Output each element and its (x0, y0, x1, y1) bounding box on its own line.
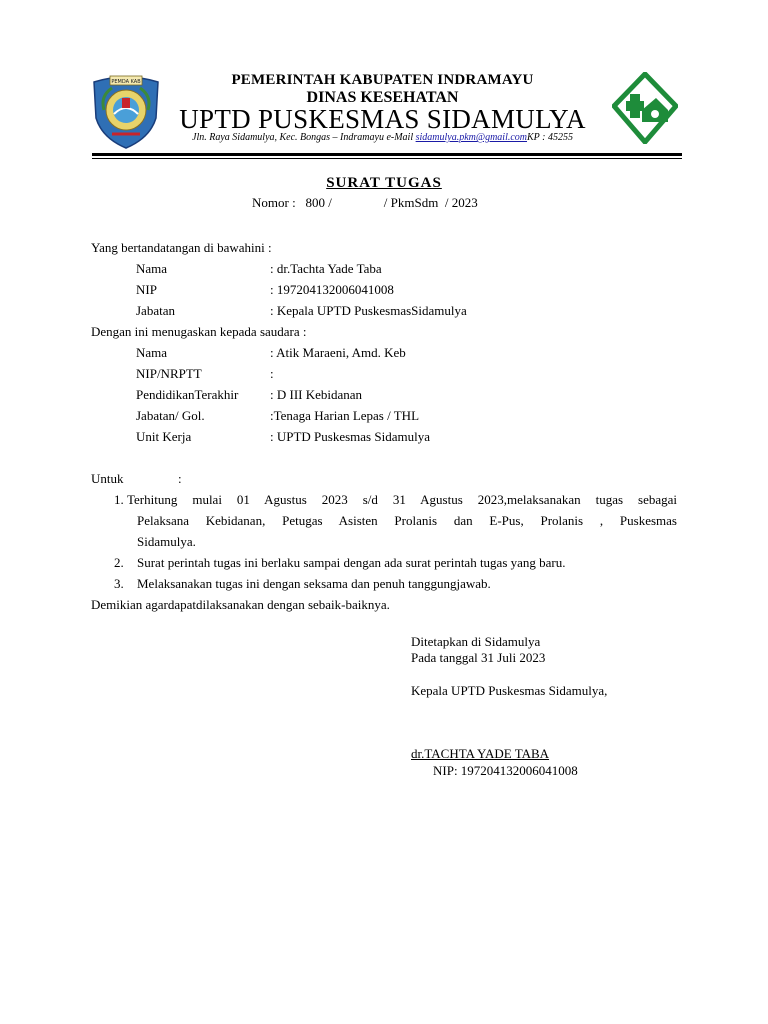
assignee-nip-label: NIP/NRPTT (136, 366, 202, 381)
intro-text: Yang bertandatangan di bawahini : (91, 240, 272, 255)
point-2-text: Surat perintah tugas ini berlaku sampai dengan ada surat perintah tugas yang baru. (137, 555, 566, 570)
puskesmas-logo (612, 72, 678, 144)
assignee-unit-label: Unit Kerja (136, 429, 192, 444)
document-title: SURAT TUGAS (326, 175, 442, 191)
sign-place: Ditetapkan di Sidamulya (411, 634, 541, 649)
signer-nip-value: : 197204132006041008 (270, 282, 394, 297)
assignee-nip-value: : (270, 366, 274, 381)
kop-email-link[interactable]: sidamulya.pkm@gmail.com (415, 132, 528, 143)
closing-text: Demikian agardapatdilaksanakan dengan sebaik-baiknya. (91, 597, 390, 612)
signer-nip-label: NIP (136, 282, 157, 297)
kop-agency: DINAS KESEHATAN (306, 89, 459, 106)
assign-intro-text: Dengan ini menugaskan kepada saudara : (91, 324, 307, 339)
untuk-label: Untuk (91, 471, 124, 486)
sign-date: Pada tanggal 31 Juli 2023 (411, 650, 546, 665)
point-3-text: Melaksanakan tugas ini dengan seksama dan penuh tanggungjawab. (137, 576, 491, 591)
signer-position-value: : Kepala UPTD PuskesmasSidamulya (270, 303, 467, 318)
assignee-name-value: : Atik Maraeni, Amd. Keb (270, 345, 406, 360)
signer-name-value: : dr.Tachta Yade Taba (270, 261, 382, 276)
document-number: Nomor : 800 / / PkmSdm / 2023 (252, 195, 478, 210)
kop-government: PEMERINTAH KABUPATEN INDRAMAYU (231, 72, 534, 88)
letterhead-divider-thin (92, 158, 682, 159)
point-1-line-3: Sidamulya. (137, 534, 196, 549)
sign-position: Kepala UPTD Puskesmas Sidamulya, (411, 683, 608, 698)
signer-name-label: Nama (136, 261, 168, 276)
point-1-line-1: Terhitung mulai 01 Agustus 2023 s/d 31 Agustus 2023,melaksanakan tugas sebagai (127, 492, 677, 507)
kop-address-prefix: Jln. Raya Sidamulya, Kec. Bongas – Indramayu e-Mail (192, 132, 416, 143)
letterhead-divider-thick (92, 153, 682, 156)
kop-address (150, 132, 615, 143)
assignee-education-value: : D III Kebidanan (270, 387, 363, 402)
kop-institution: UPTD PUSKESMAS SIDAMULYA (179, 104, 586, 134)
untuk-colon: : (178, 471, 182, 486)
assignee-name-label: Nama (136, 345, 168, 360)
signer-position-label: Jabatan (136, 303, 175, 318)
sign-nip: NIP: 197204132006041008 (433, 763, 578, 778)
point-1-line-2: Pelaksana Kebidanan, Petugas Asisten Prolanis dan E-Pus, Prolanis , Puskesmas (137, 513, 677, 528)
point-1-number: 1. (114, 492, 124, 507)
assignee-position-label: Jabatan/ Gol. (136, 408, 205, 423)
seal-banner-text: PEMDA KAB (111, 79, 141, 85)
sign-name: dr.TACHTA YADE TABA (411, 746, 550, 761)
point-2-number: 2. (114, 555, 124, 570)
point-3-number: 3. (114, 576, 124, 591)
assignee-unit-value: : UPTD Puskesmas Sidamulya (270, 429, 430, 444)
assignee-position-value: :Tenaga Harian Lepas / THL (270, 408, 420, 423)
kop-address-suffix: KP : 45255 (527, 132, 573, 143)
assignee-education-label: PendidikanTerakhir (136, 387, 239, 402)
